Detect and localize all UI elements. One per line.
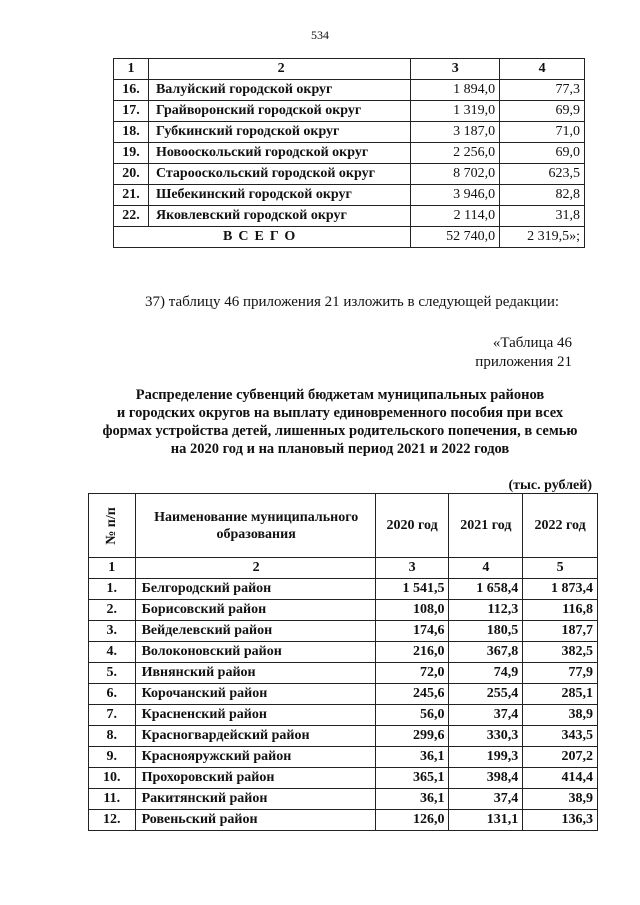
row-number: 9.	[89, 747, 136, 768]
row-number: 4.	[89, 642, 136, 663]
value-2020: 299,6	[375, 726, 449, 747]
row-number: 10.	[89, 768, 136, 789]
value-2021: 255,4	[449, 684, 523, 705]
column-number: 5	[523, 558, 598, 579]
column-number: 4	[449, 558, 523, 579]
total-label: ВСЕГО	[114, 227, 411, 248]
value-2022: 77,9	[523, 663, 598, 684]
value-2022: 187,7	[523, 621, 598, 642]
district-name: Вейделевский район	[135, 621, 375, 642]
table-row	[89, 726, 598, 747]
value-col3: 2 256,0	[411, 143, 500, 164]
value-col4: 71,0	[500, 122, 585, 143]
column-number: 1	[89, 558, 136, 579]
value-2020: 174,6	[375, 621, 449, 642]
value-2022: 207,2	[523, 747, 598, 768]
value-2022: 38,9	[523, 705, 598, 726]
table-header-row	[89, 494, 598, 558]
district-name: Ракитянский район	[135, 789, 375, 810]
value-2021: 330,3	[449, 726, 523, 747]
table-caption	[475, 334, 572, 372]
title-line: и городских округов на выплату единовременного пособия при всех	[116, 405, 564, 421]
district-name: Прохоровский район	[135, 768, 375, 789]
table-row	[114, 143, 585, 164]
district-name: Валуйский городской округ	[148, 80, 410, 101]
table-row	[114, 80, 585, 101]
row-number: 2.	[89, 600, 136, 621]
district-name: Старооскольский городской округ	[148, 164, 410, 185]
row-number: 20.	[114, 164, 149, 185]
district-name: Краснояружский район	[135, 747, 375, 768]
total-col3: 52 740,0	[411, 227, 500, 248]
district-name: Красненский район	[135, 705, 375, 726]
district-name: Корочанский район	[135, 684, 375, 705]
row-number: 22.	[114, 206, 149, 227]
table-row	[89, 684, 598, 705]
value-2022: 343,5	[523, 726, 598, 747]
table-row	[89, 579, 598, 600]
value-2021: 199,3	[449, 747, 523, 768]
district-name: Волоконовский район	[135, 642, 375, 663]
row-number: 7.	[89, 705, 136, 726]
table-row	[114, 185, 585, 206]
value-2020: 216,0	[375, 642, 449, 663]
value-col3: 1 894,0	[411, 80, 500, 101]
header-2021: 2021 год	[449, 494, 523, 558]
title-line: формах устройства детей, лишенных родительского попечения, в семью	[102, 423, 578, 439]
value-col4: 31,8	[500, 206, 585, 227]
table-row	[114, 122, 585, 143]
table-column-numbers	[89, 558, 598, 579]
value-2020: 72,0	[375, 663, 449, 684]
district-name: Новооскольский городской округ	[148, 143, 410, 164]
value-2020: 108,0	[375, 600, 449, 621]
total-row	[114, 227, 585, 248]
value-2021: 37,4	[449, 789, 523, 810]
document-title	[70, 386, 610, 458]
row-number: 18.	[114, 122, 149, 143]
row-number: 8.	[89, 726, 136, 747]
row-number: 21.	[114, 185, 149, 206]
value-col3: 2 114,0	[411, 206, 500, 227]
table-row	[114, 206, 585, 227]
table-row	[89, 810, 598, 831]
total-col4: 2 319,5»;	[500, 227, 585, 248]
value-col3: 8 702,0	[411, 164, 500, 185]
table-row	[114, 101, 585, 122]
value-col3: 1 319,0	[411, 101, 500, 122]
table-row	[89, 642, 598, 663]
value-2020: 36,1	[375, 747, 449, 768]
column-number: 1	[114, 59, 149, 80]
table-row	[114, 164, 585, 185]
value-col3: 3 946,0	[411, 185, 500, 206]
caption-line: приложения 21	[475, 354, 572, 370]
value-2022: 136,3	[523, 810, 598, 831]
caption-line: «Таблица 46	[492, 335, 572, 351]
value-2021: 131,1	[449, 810, 523, 831]
row-number: 12.	[89, 810, 136, 831]
district-name: Ровеньский район	[135, 810, 375, 831]
value-2022: 285,1	[523, 684, 598, 705]
district-name: Губкинский городской округ	[148, 122, 410, 143]
districts-table-continued	[113, 58, 585, 248]
row-number: 19.	[114, 143, 149, 164]
row-number: 3.	[89, 621, 136, 642]
title-line: Распределение субвенций бюджетам муниципальных районов	[135, 387, 545, 403]
table-row	[89, 705, 598, 726]
row-number: 6.	[89, 684, 136, 705]
value-2020: 56,0	[375, 705, 449, 726]
column-number: 2	[148, 59, 410, 80]
district-name: Грайворонский городской округ	[148, 101, 410, 122]
row-number: 11.	[89, 789, 136, 810]
table-row	[89, 663, 598, 684]
value-col4: 82,8	[500, 185, 585, 206]
district-name: Ивнянский район	[135, 663, 375, 684]
table-row	[89, 621, 598, 642]
value-2022: 1 873,4	[523, 579, 598, 600]
value-2020: 1 541,5	[375, 579, 449, 600]
district-name: Шебекинский городской округ	[148, 185, 410, 206]
header-2020: 2020 год	[375, 494, 449, 558]
value-2021: 180,5	[449, 621, 523, 642]
row-number: 1.	[89, 579, 136, 600]
header-name: Наименование муниципального образования	[135, 494, 375, 558]
row-number: 17.	[114, 101, 149, 122]
district-name: Белгородский район	[135, 579, 375, 600]
subventions-table	[88, 493, 598, 831]
units-label: (тыс. рублей)	[508, 478, 592, 493]
value-2020: 126,0	[375, 810, 449, 831]
title-line: на 2020 год и на плановый период 2021 и 2022 годов	[170, 441, 510, 457]
value-col4: 623,5	[500, 164, 585, 185]
column-number: 3	[411, 59, 500, 80]
value-2021: 398,4	[449, 768, 523, 789]
value-col4: 69,0	[500, 143, 585, 164]
table-row	[89, 789, 598, 810]
header-num	[89, 494, 136, 558]
value-2020: 36,1	[375, 789, 449, 810]
district-name: Красногвардейский район	[135, 726, 375, 747]
table-row	[89, 768, 598, 789]
value-2020: 245,6	[375, 684, 449, 705]
value-2021: 1 658,4	[449, 579, 523, 600]
row-number: 5.	[89, 663, 136, 684]
value-2022: 414,4	[523, 768, 598, 789]
table-row	[89, 600, 598, 621]
value-2022: 38,9	[523, 789, 598, 810]
value-2021: 367,8	[449, 642, 523, 663]
value-col4: 77,3	[500, 80, 585, 101]
header-num-label: № п/п	[103, 506, 119, 545]
column-number: 4	[500, 59, 585, 80]
row-number: 16.	[114, 80, 149, 101]
page-number: 534	[311, 28, 329, 42]
value-2021: 74,9	[449, 663, 523, 684]
instruction-text: 37) таблицу 46 приложения 21 изложить в следующей редакции:	[145, 294, 560, 310]
column-number: 3	[375, 558, 449, 579]
district-name: Яковлевский городской округ	[148, 206, 410, 227]
value-2021: 112,3	[449, 600, 523, 621]
district-name: Борисовский район	[135, 600, 375, 621]
value-col4: 69,9	[500, 101, 585, 122]
table-column-numbers	[114, 59, 585, 80]
value-2021: 37,4	[449, 705, 523, 726]
header-2022: 2022 год	[523, 494, 598, 558]
column-number: 2	[135, 558, 375, 579]
value-col3: 3 187,0	[411, 122, 500, 143]
value-2022: 116,8	[523, 600, 598, 621]
table-row	[89, 747, 598, 768]
value-2020: 365,1	[375, 768, 449, 789]
value-2022: 382,5	[523, 642, 598, 663]
